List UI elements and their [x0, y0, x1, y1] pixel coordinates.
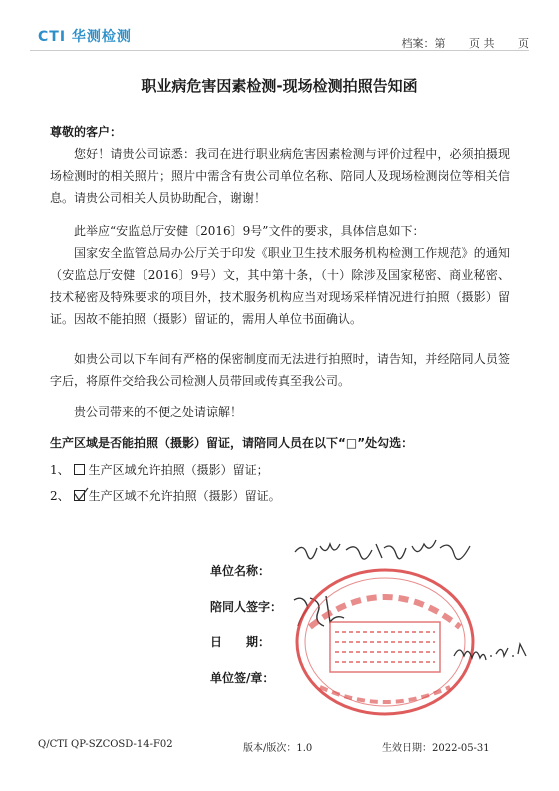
option-text: 生产区域不允许拍照（摄影）留证。 [88, 489, 281, 503]
paragraph-apology: 贵公司带来的不便之处请谅解！ [74, 405, 243, 419]
paragraph-regulation: 国家安全监管总局办公厅关于印发《职业卫生技术服务机构检测工作规范》的通知（安监总厅安健〔2016〕9号）文，其中第十条，（十）除涉及国家秘密、商业秘密、技术秘密及特殊要求的项目外，技术服务机构应当对现场采样情况进行拍照（摄影）留证。因故不能拍照（摄影）留证的，需用人单位书面确认。 [50, 246, 510, 326]
effective-date: 生效日期：2022-05-31 [382, 743, 490, 754]
companion-signature-label: 陪同人签字： [210, 600, 283, 614]
allow-checkbox[interactable] [74, 464, 85, 475]
version-info: 版本/版次：1.0 [243, 743, 313, 754]
unit-name-label: 单位名称： [210, 564, 271, 578]
unit-seal-label: 单位签/章： [210, 671, 275, 685]
paragraph-greeting: 您好！请贵公司谅悉：我司在进行职业病危害因素检测与评价过程中，必须拍摄现场检测时的相关照片；照片中需含有贵公司单位名称、陪同人及现场检测岗位等相关信息。请贵公司相关人员协助配合，谢谢！ [50, 147, 510, 205]
document-title: 职业病危害因素检测-现场检测拍照告知函 [141, 77, 418, 95]
option-number: 1、 [50, 463, 70, 477]
header-divider [30, 50, 529, 51]
option-text: 生产区域允许拍照（摄影）留证； [88, 463, 269, 477]
handwritten-date [450, 638, 530, 666]
company-logo: CTI 华测检测 [38, 29, 132, 45]
option-number: 2、 [50, 489, 70, 503]
paragraph-confidential: 如贵公司以下车间有严格的保密制度而无法进行拍照时，请告知，并经陪同人员签字后，将原件交给我公司检测人员带回或传真至我公司。 [50, 352, 510, 388]
archive-info [382, 35, 530, 51]
page-of-label: 页 共 [469, 37, 495, 50]
salutation: 尊敬的客户： [50, 125, 123, 139]
checkmark-icon [73, 487, 89, 503]
date-label: 日 期： [210, 635, 271, 649]
checkbox-question: 生产区域是否能拍照（摄影）留证，请陪同人员在以下“□”处勾选： [50, 436, 414, 450]
document-code: Q/CTI QP-SZCOSD-14-F02 [38, 739, 173, 750]
archive-label: 档案：第 [401, 37, 446, 50]
option-disallow [50, 487, 281, 504]
page-suffix: 页 [518, 37, 529, 50]
disallow-checkbox[interactable] [74, 490, 85, 501]
option-allow [50, 461, 269, 478]
paragraph-requirement: 此举应“安监总厅安健〔2016〕9号”文件的要求，具体信息如下： [74, 224, 425, 238]
